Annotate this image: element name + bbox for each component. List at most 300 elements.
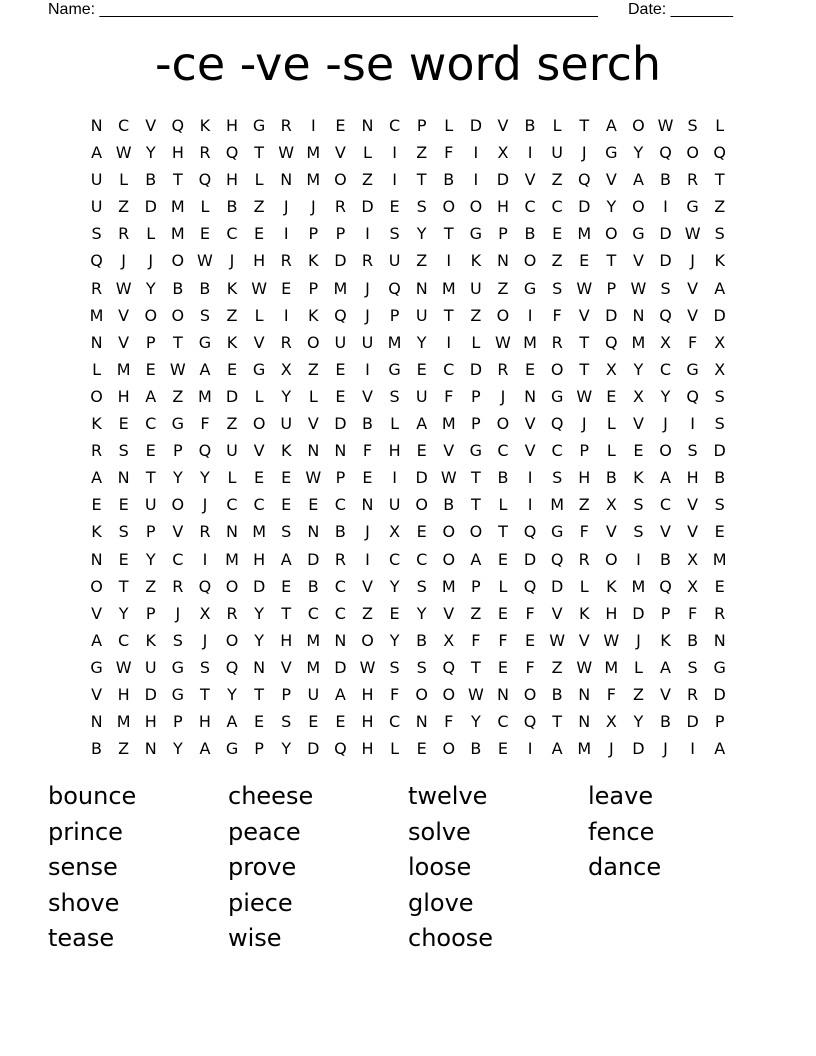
grid-letter: R xyxy=(280,251,292,271)
grid-letter: R xyxy=(687,170,699,190)
grid-letter: U xyxy=(415,305,428,325)
grid-row xyxy=(83,247,734,274)
grid-letter: A xyxy=(714,739,726,759)
grid-letter: Z xyxy=(578,495,590,515)
grid-letter: B xyxy=(307,576,319,596)
grid-letter: H xyxy=(578,468,591,488)
grid-letter: K xyxy=(280,441,292,461)
grid-letter: X xyxy=(443,630,455,650)
grid-letter: O xyxy=(496,414,510,434)
grid-letter: T xyxy=(443,224,454,244)
grid-letter: J xyxy=(500,386,506,406)
grid-letter: Q xyxy=(198,170,212,190)
grid-letter: T xyxy=(606,251,617,271)
grid-letter: G xyxy=(388,359,401,379)
grid-letter: B xyxy=(660,170,671,190)
grid-letter: I xyxy=(527,495,533,515)
grid-letter: X xyxy=(660,332,671,352)
grid-letter: E xyxy=(389,603,400,623)
grid-letter: E xyxy=(389,197,400,217)
grid-letter: Y xyxy=(145,143,156,163)
grid-row xyxy=(83,112,734,139)
grid-letter: P xyxy=(308,278,319,298)
grid-letter: V xyxy=(660,522,671,542)
grid-letter: I xyxy=(690,414,695,434)
grid-letter: E xyxy=(416,441,427,461)
grid-letter: C xyxy=(307,603,319,623)
grid-letter: J xyxy=(690,251,695,271)
grid-letter: Z xyxy=(714,197,726,217)
grid-letter: N xyxy=(713,630,726,650)
grid-letter: B xyxy=(551,684,563,704)
grid-letter: L xyxy=(254,305,264,325)
grid-letter: Q xyxy=(686,386,699,406)
grid-letter: X xyxy=(687,576,699,596)
grid-letter: C xyxy=(118,630,130,650)
grid-letter: M xyxy=(441,576,456,596)
grid-letter: O xyxy=(550,359,564,379)
grid-letter: P xyxy=(471,414,481,434)
grid-letter: X xyxy=(497,143,509,163)
grid-letter: Y xyxy=(254,630,264,650)
grid-letter: S xyxy=(552,278,563,298)
grid-letter: T xyxy=(281,603,292,623)
grid-letter: P xyxy=(471,576,481,596)
grid-letter: A xyxy=(714,278,726,298)
grid-letter: I xyxy=(636,549,641,569)
grid-letter: A xyxy=(660,657,671,677)
grid-letter: Z xyxy=(226,305,238,325)
grid-letter: H xyxy=(226,116,239,135)
grid-letter: S xyxy=(714,495,725,515)
grid-letter: W xyxy=(657,116,674,135)
grid-letter: B xyxy=(199,278,211,298)
grid-letter: C xyxy=(659,359,672,379)
grid-letter: X xyxy=(714,359,726,379)
grid-letter: C xyxy=(551,197,563,217)
grid-letter: L xyxy=(471,332,481,352)
grid-letter: L xyxy=(715,116,725,135)
grid-letter: O xyxy=(469,197,483,217)
grid-letter: N xyxy=(361,116,374,135)
grid-letter: N xyxy=(117,468,130,488)
grid-letter: F xyxy=(552,305,562,325)
grid-letter: D xyxy=(144,684,157,704)
grid-letter: F xyxy=(389,684,400,704)
grid-letter: E xyxy=(91,495,102,515)
grid-letter: Z xyxy=(551,170,563,190)
grid-letter: Y xyxy=(416,603,427,623)
grid-letter: N xyxy=(496,684,509,704)
grid-letter: N xyxy=(90,712,103,732)
grid-letter: E xyxy=(579,251,590,271)
grid-letter: G xyxy=(550,386,564,406)
grid-letter: W xyxy=(305,468,322,488)
grid-letter: R xyxy=(497,359,509,379)
grid-letter: H xyxy=(117,386,130,406)
grid-letter: Q xyxy=(713,143,726,163)
grid-letter: E xyxy=(254,468,265,488)
grid-row xyxy=(83,654,734,681)
grid-letter: C xyxy=(145,414,157,434)
grid-letter: C xyxy=(443,359,455,379)
grid-letter: O xyxy=(659,441,672,461)
word-list-item: cheese xyxy=(228,782,314,810)
grid-letter: E xyxy=(335,116,346,135)
grid-letter: Z xyxy=(416,143,428,163)
grid-letter: K xyxy=(199,116,211,135)
grid-letter: J xyxy=(175,603,181,623)
grid-letter: K xyxy=(226,278,238,298)
grid-letter: A xyxy=(145,386,157,406)
grid-letter: R xyxy=(172,576,184,596)
grid-letter: S xyxy=(714,224,725,244)
grid-letter: Z xyxy=(118,197,130,217)
grid-letter: A xyxy=(334,684,346,704)
grid-letter: K xyxy=(660,630,671,650)
grid-letter: T xyxy=(254,143,264,163)
grid-letter: S xyxy=(416,576,427,596)
grid-letter: M xyxy=(387,332,402,352)
grid-letter: A xyxy=(199,359,211,379)
word-list-item: choose xyxy=(408,924,494,952)
word-list-item: leave xyxy=(588,782,654,810)
grid-letter: I xyxy=(365,224,370,244)
grid-letter: B xyxy=(145,170,157,190)
grid-letter: M xyxy=(198,386,212,406)
grid-row xyxy=(83,437,734,464)
grid-letter: W xyxy=(603,630,620,650)
grid-letter: J xyxy=(365,278,370,298)
grid-row xyxy=(83,275,734,302)
grid-letter: Q xyxy=(225,657,239,677)
grid-letter: V xyxy=(334,143,346,163)
grid-letter: O xyxy=(442,549,456,569)
grid-letter: E xyxy=(497,739,508,759)
grid-letter: D xyxy=(713,305,726,325)
grid-letter: J xyxy=(229,251,235,271)
grid-letter: U xyxy=(280,414,293,434)
grid-letter: C xyxy=(524,197,536,217)
grid-letter: N xyxy=(90,549,103,569)
grid-letter: P xyxy=(145,522,156,542)
grid-letter: F xyxy=(471,630,481,650)
grid-letter: N xyxy=(226,522,238,542)
grid-letter: N xyxy=(578,684,591,704)
grid-letter: H xyxy=(361,712,374,732)
grid-letter: N xyxy=(415,712,428,732)
grid-letter: D xyxy=(144,197,157,217)
grid-letter: J xyxy=(365,522,370,542)
grid-letter: O xyxy=(442,684,456,704)
grid-letter: B xyxy=(361,414,373,434)
grid-letter: B xyxy=(91,739,103,759)
grid-letter: S xyxy=(416,197,427,217)
grid-letter: M xyxy=(577,739,592,759)
grid-letter: P xyxy=(145,332,156,352)
grid-letter: D xyxy=(334,414,347,434)
grid-letter: H xyxy=(226,170,239,190)
grid-letter: K xyxy=(226,332,238,352)
grid-letter: P xyxy=(389,305,400,325)
grid-letter: R xyxy=(199,522,211,542)
grid-letter: Z xyxy=(362,603,373,623)
grid-letter: E xyxy=(281,576,292,596)
grid-letter: Z xyxy=(118,739,130,759)
grid-letter: K xyxy=(308,305,319,325)
grid-letter: V xyxy=(524,441,536,461)
grid-letter: X xyxy=(632,386,644,406)
grid-letter: E xyxy=(335,359,346,379)
grid-letter: S xyxy=(172,630,183,650)
grid-letter: Y xyxy=(281,739,292,759)
grid-letter: R xyxy=(334,549,346,569)
grid-letter: O xyxy=(171,251,185,271)
grid-letter: I xyxy=(392,143,397,163)
grid-letter: N xyxy=(90,116,103,135)
grid-letter: J xyxy=(148,251,154,271)
grid-letter: S xyxy=(281,522,292,542)
grid-letter: Z xyxy=(551,251,563,271)
grid-letter: K xyxy=(308,251,319,271)
grid-letter: M xyxy=(225,549,239,569)
grid-letter: M xyxy=(306,630,321,650)
grid-row xyxy=(83,600,734,627)
grid-letter: G xyxy=(252,116,266,135)
grid-letter: C xyxy=(226,224,238,244)
grid-letter: Q xyxy=(659,305,672,325)
grid-row xyxy=(83,681,734,708)
grid-letter: S xyxy=(389,224,400,244)
grid-letter: E xyxy=(714,576,725,596)
grid-letter: K xyxy=(578,603,590,623)
grid-letter: H xyxy=(361,684,374,704)
grid-letter: M xyxy=(441,278,456,298)
grid-letter: D xyxy=(605,305,618,325)
grid-letter: E xyxy=(254,712,265,732)
word-list xyxy=(48,780,768,958)
grid-letter: S xyxy=(687,441,698,461)
grid-letter: M xyxy=(170,197,185,217)
grid-letter: B xyxy=(334,522,346,542)
grid-letter: E xyxy=(145,441,156,461)
grid-letter: B xyxy=(443,170,455,190)
grid-letter: E xyxy=(416,359,427,379)
word-list-item: piece xyxy=(228,888,293,917)
grid-letter: A xyxy=(551,739,563,759)
grid-letter: C xyxy=(388,549,401,569)
grid-row xyxy=(83,193,734,220)
grid-letter: Z xyxy=(253,197,265,217)
grid-letter: S xyxy=(118,522,129,542)
grid-letter: O xyxy=(144,305,158,325)
grid-letter: Y xyxy=(172,468,183,488)
grid-letter: E xyxy=(118,495,129,515)
date-field[interactable]: Date: _______ xyxy=(628,1,733,18)
grid-letter: J xyxy=(283,197,289,217)
grid-letter: D xyxy=(252,576,266,596)
word-list-item: bounce xyxy=(48,782,137,810)
grid-letter: P xyxy=(660,603,671,623)
grid-letter: I xyxy=(527,143,533,163)
grid-letter: E xyxy=(524,359,536,379)
grid-letter: L xyxy=(579,576,589,596)
grid-letter: M xyxy=(631,332,646,352)
grid-letter: I xyxy=(446,332,452,352)
grid-letter: Z xyxy=(470,305,482,325)
grid-letter: E xyxy=(524,630,536,650)
grid-letter: A xyxy=(280,549,292,569)
grid-letter: I xyxy=(283,305,289,325)
grid-letter: R xyxy=(334,197,346,217)
grid-letter: T xyxy=(254,684,264,704)
grid-letter: N xyxy=(334,630,347,650)
grid-letter: H xyxy=(280,630,293,650)
grid-letter: T xyxy=(579,116,590,135)
name-field[interactable]: Name: ________________________________________________________ xyxy=(48,1,598,18)
letter-grid xyxy=(83,112,734,762)
grid-letter: F xyxy=(579,522,589,542)
grid-letter: M xyxy=(631,576,646,596)
grid-letter: Z xyxy=(307,359,319,379)
grid-letter: S xyxy=(91,224,102,244)
grid-letter: Q xyxy=(605,332,618,352)
grid-letter: T xyxy=(552,712,563,732)
grid-letter: Y xyxy=(470,712,481,732)
grid-letter: H xyxy=(361,739,374,759)
grid-letter: U xyxy=(388,251,401,271)
grid-letter: V xyxy=(253,441,265,461)
grid-letter: R xyxy=(280,332,292,352)
grid-letter: Q xyxy=(225,143,239,163)
grid-letter: U xyxy=(361,332,374,352)
grid-letter: P xyxy=(335,468,346,488)
grid-letter: D xyxy=(523,549,537,569)
grid-letter: I xyxy=(310,116,316,135)
grid-letter: Y xyxy=(633,359,644,379)
grid-letter: B xyxy=(226,197,238,217)
grid-letter: E xyxy=(606,386,617,406)
grid-letter: C xyxy=(334,576,346,596)
grid-letter: V xyxy=(443,603,455,623)
grid-letter: Y xyxy=(145,549,156,569)
grid-letter: Q xyxy=(198,576,212,596)
grid-letter: A xyxy=(91,630,103,650)
word-list-item: shove xyxy=(48,888,120,917)
grid-letter: Y xyxy=(118,603,129,623)
grid-row xyxy=(83,383,734,410)
grid-letter: J xyxy=(608,739,614,759)
grid-letter: I xyxy=(527,739,533,759)
grid-letter: R xyxy=(361,251,374,271)
grid-letter: N xyxy=(496,251,509,271)
grid-letter: T xyxy=(416,170,427,190)
grid-row xyxy=(83,329,734,356)
grid-letter: C xyxy=(334,495,346,515)
grid-letter: C xyxy=(118,116,130,135)
grid-letter: L xyxy=(552,116,562,135)
grid-letter: P xyxy=(335,224,346,244)
grid-letter: S xyxy=(118,441,129,461)
grid-letter: J xyxy=(202,630,208,650)
grid-letter: L xyxy=(390,739,400,759)
grid-letter: T xyxy=(470,495,481,515)
grid-letter: S xyxy=(552,468,563,488)
grid-letter: G xyxy=(632,224,645,244)
grid-letter: D xyxy=(361,197,374,217)
grid-letter: N xyxy=(144,739,157,759)
grid-letter: B xyxy=(660,549,671,569)
grid-letter: G xyxy=(171,414,185,434)
grid-letter: C xyxy=(497,441,509,461)
grid-letter: W xyxy=(495,332,511,352)
grid-letter: S xyxy=(714,386,725,406)
grid-letter: Z xyxy=(226,414,238,434)
grid-letter: E xyxy=(362,468,373,488)
grid-letter: G xyxy=(686,359,699,379)
grid-letter: J xyxy=(365,305,370,325)
grid-letter: M xyxy=(306,170,321,190)
grid-letter: T xyxy=(579,332,590,352)
grid-letter: V xyxy=(443,441,455,461)
grid-letter: H xyxy=(253,251,266,271)
grid-letter: F xyxy=(498,630,508,650)
grid-letter: F xyxy=(525,657,535,677)
grid-letter: L xyxy=(390,414,400,434)
grid-letter: V xyxy=(172,522,184,542)
grid-letter: J xyxy=(636,630,641,650)
grid-letter: F xyxy=(200,414,210,434)
grid-letter: X xyxy=(605,495,617,515)
grid-letter: A xyxy=(470,549,482,569)
grid-letter: T xyxy=(145,468,156,488)
grid-letter: L xyxy=(227,468,237,488)
grid-letter: M xyxy=(306,657,321,677)
grid-letter: V xyxy=(605,522,617,542)
grid-letter: Y xyxy=(389,576,400,596)
grid-letter: G xyxy=(171,684,185,704)
grid-letter: F xyxy=(444,386,454,406)
grid-letter: E xyxy=(118,549,129,569)
grid-letter: B xyxy=(524,116,536,135)
grid-letter: L xyxy=(119,170,129,190)
grid-letter: Q xyxy=(659,576,672,596)
grid-letter: E xyxy=(633,441,644,461)
grid-letter: J xyxy=(581,143,587,163)
grid-letter: W xyxy=(549,630,566,650)
grid-letter: Z xyxy=(551,657,563,677)
grid-letter: Z xyxy=(497,278,509,298)
grid-letter: W xyxy=(115,143,132,163)
grid-letter: Q xyxy=(577,170,591,190)
grid-letter: G xyxy=(469,224,483,244)
grid-letter: D xyxy=(686,712,699,732)
grid-letter: B xyxy=(443,495,455,515)
grid-letter: G xyxy=(225,739,239,759)
grid-letter: R xyxy=(714,603,726,623)
grid-letter: Q xyxy=(388,278,401,298)
grid-letter: J xyxy=(663,414,668,434)
grid-letter: E xyxy=(416,522,427,542)
grid-letter: A xyxy=(416,414,428,434)
grid-letter: M xyxy=(550,495,565,515)
grid-letter: C xyxy=(172,549,184,569)
grid-letter: C xyxy=(659,495,672,515)
grid-letter: I xyxy=(473,143,479,163)
grid-letter: S xyxy=(633,495,644,515)
grid-letter: R xyxy=(90,441,103,461)
grid-letter: M xyxy=(577,224,592,244)
